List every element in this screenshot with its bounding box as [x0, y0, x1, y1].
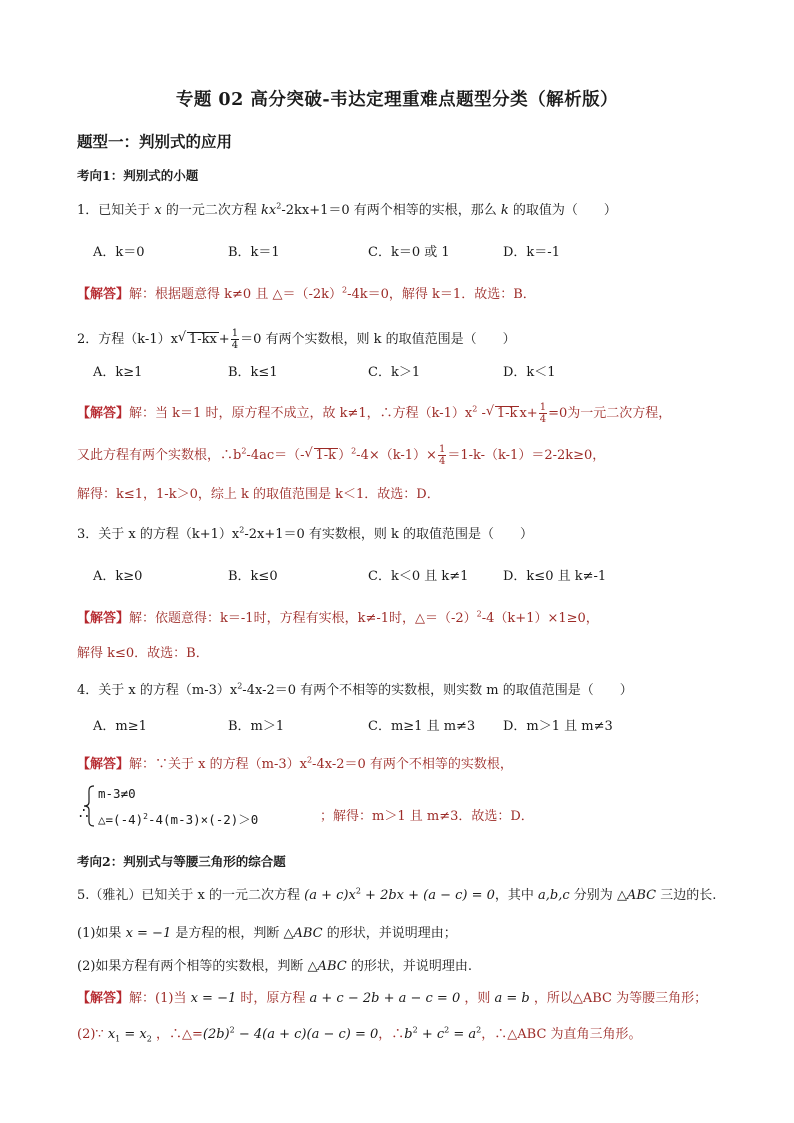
option-c: C．m≥1 且 m≠3: [368, 719, 476, 734]
option-b: B．m＞1: [228, 719, 285, 734]
question-5-part-1: (1)如果 x = −1 是方程的根，判断 △ABC 的形状，并说明理由；: [77, 926, 457, 941]
question-2-stem: 2．方程（k-1）x√ 1-kx + $\frac{1}{4}$ ＝0 有两个实数根，则 k 的取值范围是（ ）: [77, 328, 794, 351]
question-5-answer-line-1: 【解答】解：(1)当 x = −1 时，原方程 a + c − 2b + a − c = 0 ，则 a = b ，所以△ABC 为等腰三角形；: [77, 991, 708, 1006]
subsection-heading-2: 考向2：判别式与等腰三角形的综合题: [77, 854, 286, 869]
question-1-stem: 1．已知关于 x 的一元二次方程 $kx^2-2kx+1=0$ 有两个相等的实根，那么 k 的取值为（ ）: [77, 201, 617, 218]
page-title: 专题 02 高分突破-韦达定理重难点题型分类（解析版）: [175, 90, 619, 110]
option-b: B．k≤1: [228, 365, 278, 380]
option-c: C．k＞1: [368, 365, 421, 380]
answer-tag: 【解答】: [77, 287, 130, 302]
question-3-answer-line-2: 解得 k≤0．故选：B．: [77, 646, 209, 661]
question-1-answer: 【解答】解：根据题意得 k≠0 且 $\triangle=(-2k)^2-4k=0$，解得 k＝1．故选：B．: [77, 285, 536, 302]
answer-tag: 【解答】: [77, 757, 130, 772]
system-equation-1: m-3≠0: [98, 786, 136, 801]
system-equation-2: $\triangle=(-4)^2-4(m-3)\times(-2)>0$: [98, 811, 259, 827]
question-2-answer-line-2: 又此方程有两个实数根，$\therefore b^2-4ac=(-√$ 1-k ）$^2$-4×（k-1）× $\frac{1}{4}$ ＝1-k-（k-1）＝2-2k≥0，: [77, 444, 794, 467]
question-3-stem: 3．关于 x 的方程$(k+1)x^2-2x+1=0$ 有实数根，则 k 的取值范围是（ ）: [77, 525, 534, 542]
option-a: A．m≥1: [93, 719, 147, 734]
therefore-symbol: ∴: [79, 804, 89, 822]
option-b: B．k＝1: [228, 245, 280, 260]
question-2-answer-line-1: 【解答】解：当 k＝1 时，原方程不成立，故 k≠1，∴方程$(k-1)x^2$ -√ 1-k x+ $\frac{1}{4}$ =0为一元二次方程，: [77, 402, 794, 425]
option-d: D．k≤0 且 k≠-1: [503, 569, 607, 584]
question-5-part-2: (2)如果方程有两个相等的实数根，判断 △ABC 的形状，并说明理由.: [77, 959, 472, 974]
option-a: A．k≥0: [93, 569, 143, 584]
answer-tag: 【解答】: [77, 611, 130, 626]
option-d: D．k＝-1: [503, 245, 560, 260]
subsection-heading-1: 考向1：判别式的小题: [77, 168, 199, 183]
option-d: D．m＞1 且 m≠3: [503, 719, 613, 734]
option-a: A．k≥1: [93, 365, 143, 380]
answer-tag: 【解答】: [77, 991, 130, 1006]
option-c: C．k＝0 或 1: [368, 245, 450, 260]
question-4-answer-line-1: 【解答】解：∵关于 x 的方程$(m-3)x^2-4x-2=0$ 有两个不相等的实数根，: [77, 755, 513, 772]
question-4-answer-conclusion: ；解得：m＞1 且 m≠3．故选：D．: [320, 809, 534, 824]
system-brace: [82, 784, 96, 828]
answer-tag: 【解答】: [77, 406, 130, 421]
question-4-stem: 4．关于 x 的方程$(m-3)x^2-4x-2=0$ 有两个不相等的实数根，则实数 m 的取值范围是（ ）: [77, 681, 633, 698]
option-a: A．k＝0: [93, 245, 145, 260]
option-c: C．k＜0 且 k≠1: [368, 569, 469, 584]
question-2-answer-line-3: 解得：k≤1，1-k＞0，综上 k 的取值范围是 k＜1．故选：D．: [77, 487, 440, 502]
option-d: D．k＜1: [503, 365, 556, 380]
question-3-answer-line-1: 【解答】解：依题意得：k＝-1时，方程有实根，k≠-1时，$\triangle=(-2)^2-4(k+1)\times 1\ge 0$，: [77, 609, 599, 626]
section-heading-1: 题型一：判别式的应用: [77, 132, 233, 151]
question-5-stem: 5.（雅礼）已知关于 x 的一元二次方程 $(a + c)x^2 + 2bx + (a - c) = 0$，其中 a,b,c 分别为 △ABC 三边的长.: [77, 886, 717, 903]
option-b: B．k≤0: [228, 569, 278, 584]
question-5-answer-line-2: (2)∵ $x_1 = x_2$ ，$\therefore\triangle=(2b)^2 - 4(a + c)(a - c) = 0$，$\therefore b^2 + c^2 = a^2$，∴△ABC 为直角三角形。: [77, 1025, 642, 1044]
